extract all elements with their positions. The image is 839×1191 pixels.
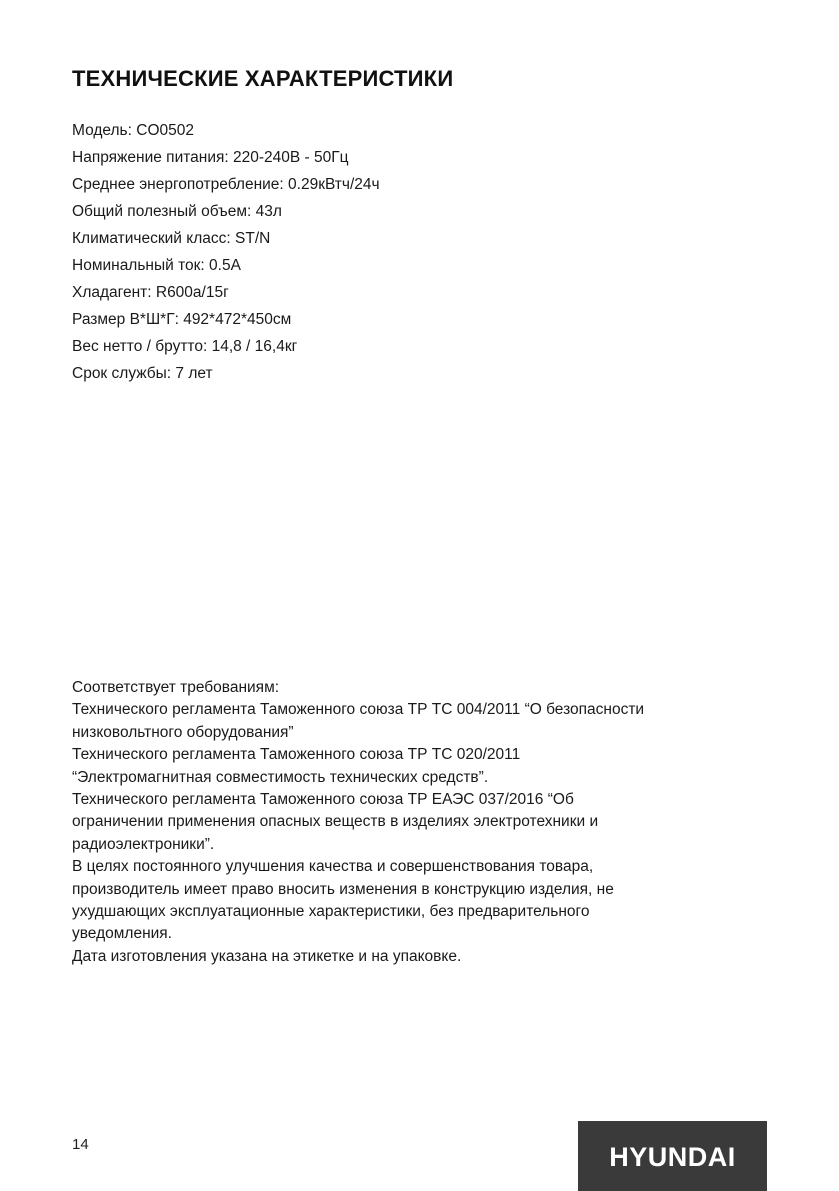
page-title: ТЕХНИЧЕСКИЕ ХАРАКТЕРИСТИКИ xyxy=(72,66,454,91)
compliance-line: Технического регламента Таможенного союза ТР ТС 004/2011 “О безопасности xyxy=(72,701,645,719)
spec-model: Модель: CO0502 xyxy=(72,122,194,139)
compliance-line: ухудшающих эксплуатационные характеристики, без предварительного xyxy=(72,903,590,921)
compliance-line: Соответствует требованиям: xyxy=(72,679,280,696)
compliance-line: В целях постоянного улучшения качества и совершенствования товара, xyxy=(72,858,594,876)
page-number: 14 xyxy=(72,1136,89,1153)
compliance-line: ограничении применения опасных веществ в изделиях электротехники и xyxy=(72,813,599,831)
compliance-line: низковольтного оборудования” xyxy=(72,723,294,741)
spec-energy-consumption: Среднее энергопотребление: 0.29кВтч/24ч xyxy=(72,176,380,193)
spec-list xyxy=(72,117,380,387)
spec-climate-class: Климатический класс: ST/N xyxy=(72,230,271,247)
spec-weight: Вес нетто / брутто: 14,8 / 16,4кг xyxy=(72,338,298,355)
compliance-text xyxy=(72,677,772,968)
compliance-line: Технического регламента Таможенного союза ТР ТС 020/2011 xyxy=(72,746,521,764)
spec-service-life: Срок службы: 7 лет xyxy=(72,365,213,382)
compliance-line: “Электромагнитная совместимость технических средств”. xyxy=(72,768,489,786)
spec-rated-current: Номинальный ток: 0.5А xyxy=(72,257,241,274)
compliance-line: производитель имеет право вносить изменения в конструкцию изделия, не xyxy=(72,880,614,898)
spec-voltage: Напряжение питания: 220-240В - 50Гц xyxy=(72,149,349,166)
compliance-line: Дата изготовления указана на этикетке и на упаковке. xyxy=(72,947,462,965)
spec-refrigerant: Хладагент: R600a/15г xyxy=(72,284,229,301)
compliance-line: радиоэлектроники”. xyxy=(72,835,215,853)
spec-dimensions: Размер В*Ш*Г: 492*472*450см xyxy=(72,311,292,328)
compliance-line: уведомления. xyxy=(72,925,172,943)
spec-volume: Общий полезный объем: 43л xyxy=(72,203,282,220)
brand-logo-text: HYUNDAI xyxy=(609,1141,736,1172)
compliance-line: Технического регламента Таможенного союза ТР ЕАЭС 037/2016 “Об xyxy=(72,791,574,809)
brand-logo xyxy=(578,1121,767,1191)
